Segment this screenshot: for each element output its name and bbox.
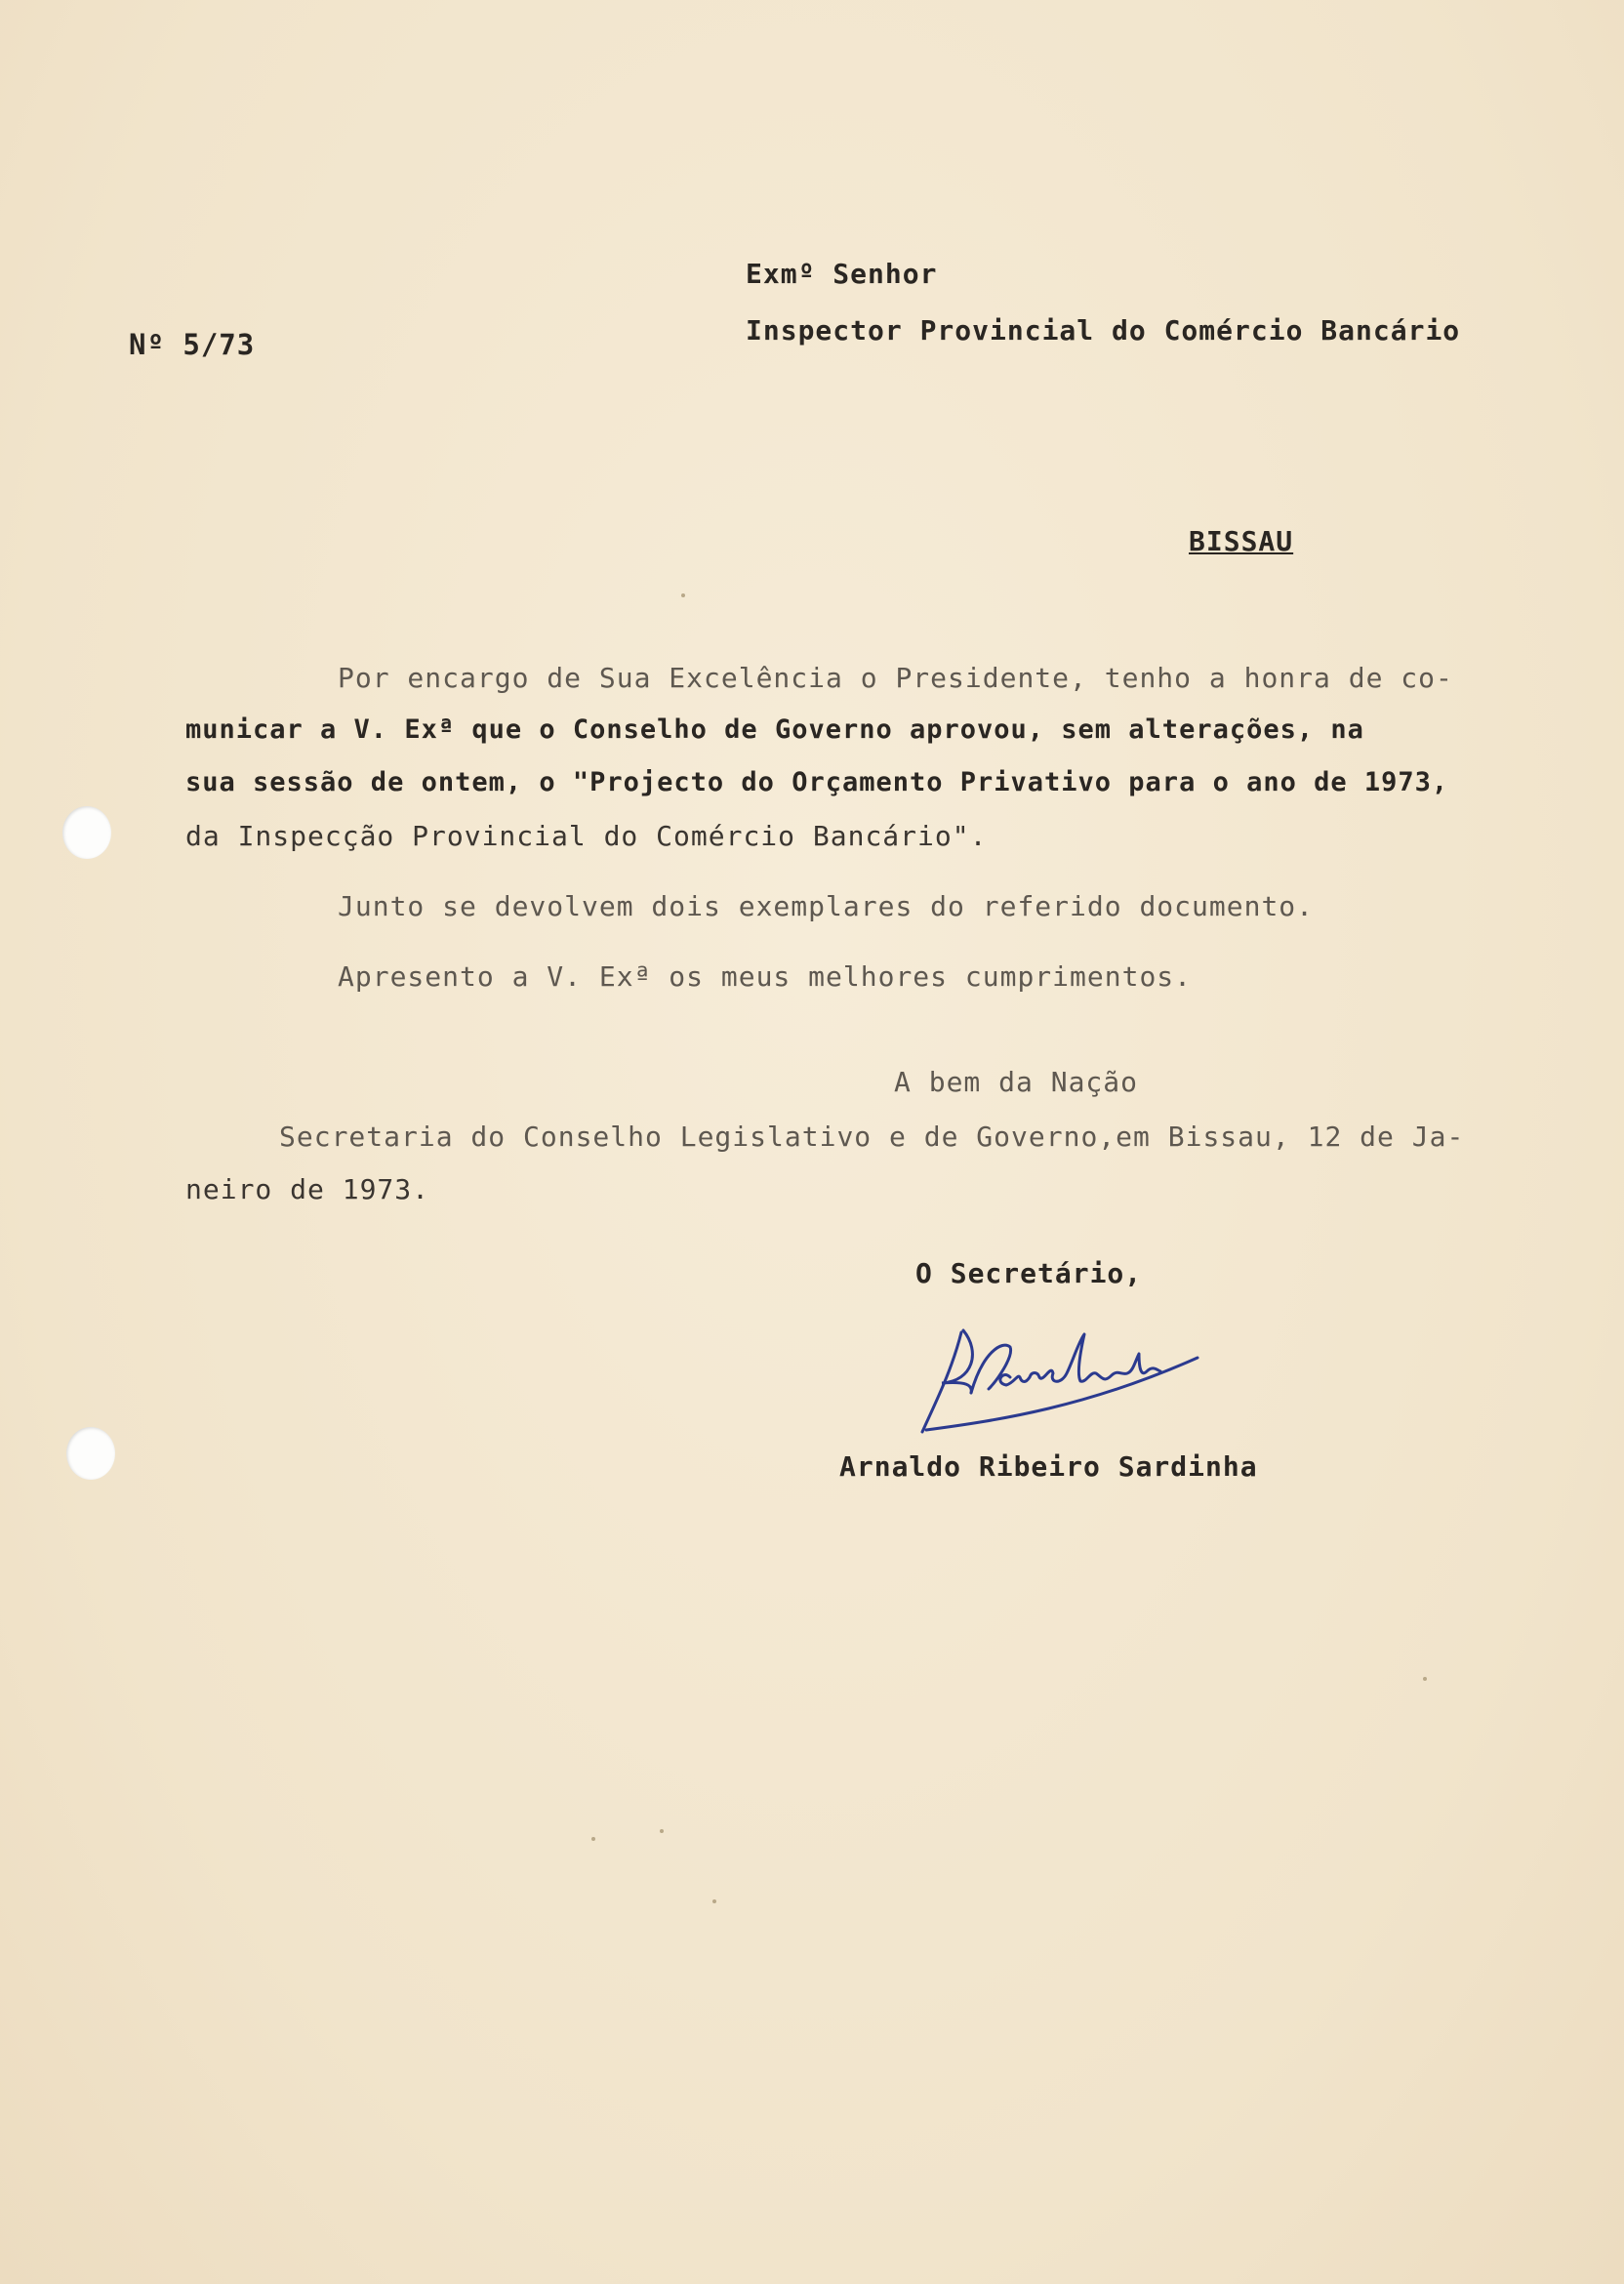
paragraph-1-line-3: sua sessão de ontem, o "Projecto do Orçamento Privativo para o ano de 1973, [185,767,1449,797]
place-date-line-1: Secretaria do Conselho Legislativo e de Governo,em Bissau, 12 de Ja- [279,1121,1465,1153]
paper-speck [712,1899,716,1903]
paper-speck [591,1837,595,1841]
paragraph-1-line-1: Por encargo de Sua Excelência o Presidente, tenho a honra de co- [338,662,1453,694]
signatory-role: O Secretário, [915,1257,1143,1289]
addressee-title: Inspector Provincial do Comércio Bancário [746,314,1461,347]
paper-speck [1423,1677,1427,1681]
reference-number: Nº 5/73 [129,328,256,361]
punch-hole-bottom [66,1427,115,1480]
handwritten-signature [913,1313,1205,1440]
paragraph-1-line-2: municar a V. Exª que o Conselho de Governo aprovou, sem alterações, na [185,714,1364,745]
paragraph-3: Apresento a V. Exª os meus melhores cumprimentos. [338,960,1193,993]
paper-speck [660,1829,664,1833]
city: BISSAU [1189,525,1294,557]
paragraph-2: Junto se devolvem dois exemplares do referido documento. [338,890,1315,922]
paper-speck [681,593,685,597]
paragraph-1-line-4: da Inspecção Provincial do Comércio Bancário". [185,820,988,852]
closing-motto: A bem da Nação [894,1066,1139,1098]
salutation: Exmº Senhor [746,258,938,290]
place-date-line-2: neiro de 1973. [185,1173,430,1205]
punch-hole-top [62,806,111,859]
signatory-name: Arnaldo Ribeiro Sardinha [839,1450,1258,1483]
